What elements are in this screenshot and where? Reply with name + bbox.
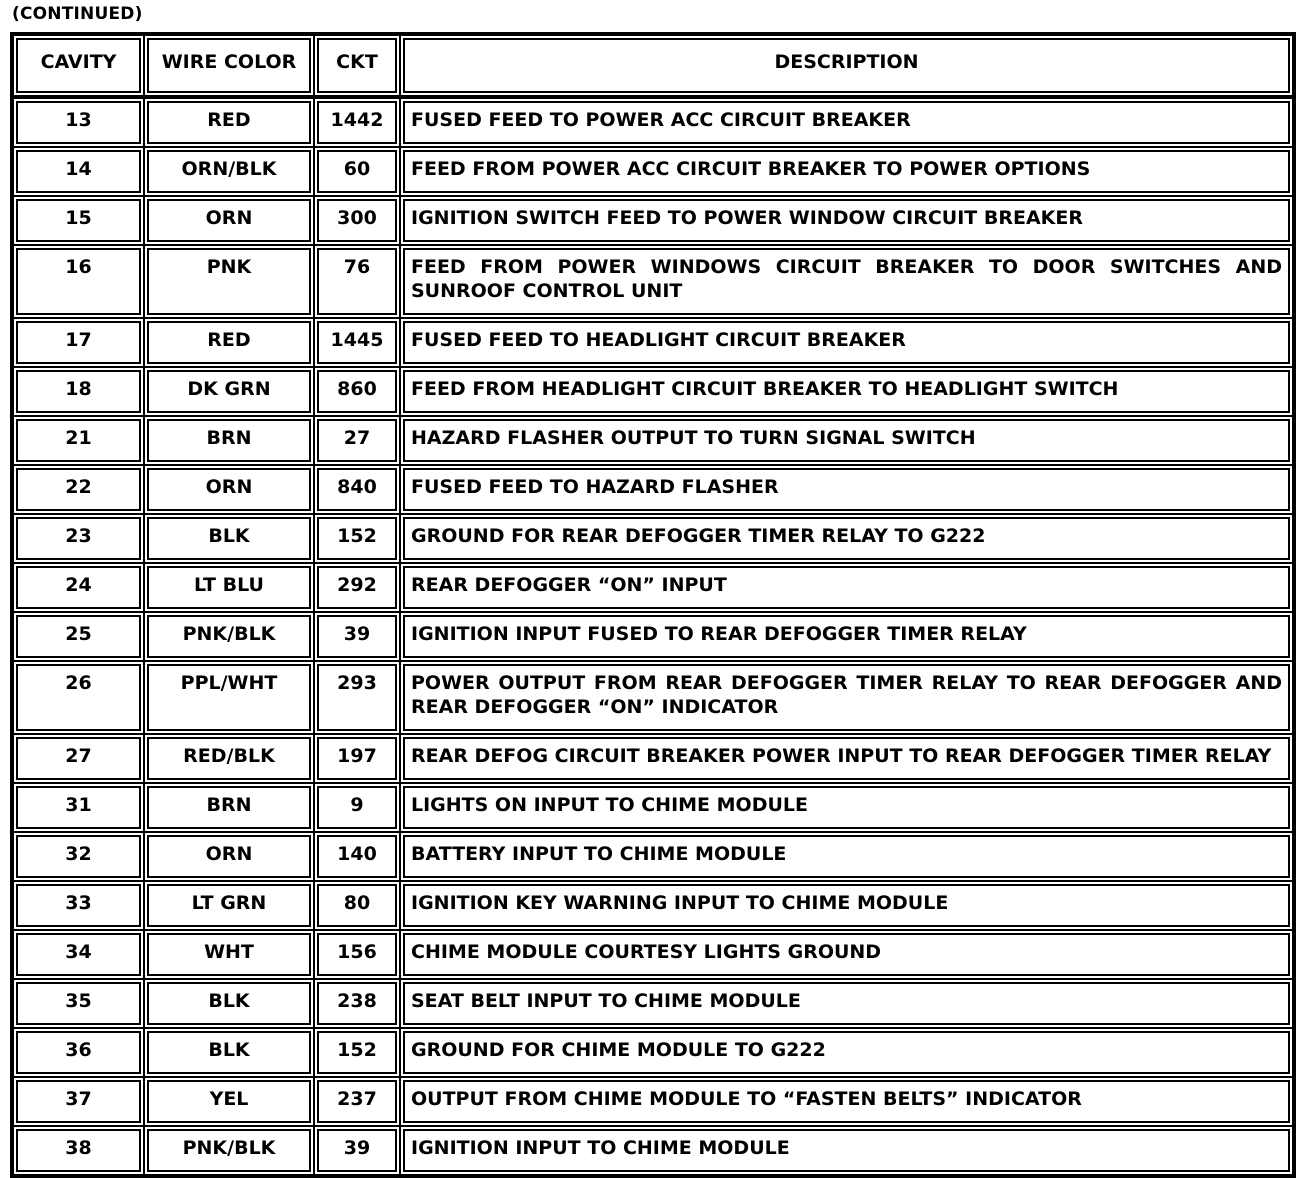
table-row [12, 1028, 1294, 1077]
wire-color-cell: YEL [144, 1077, 314, 1126]
wire-color-cell: WHT [144, 930, 314, 979]
ckt-cell: 80 [314, 881, 400, 930]
description-cell: CHIME MODULE COURTESY LIGHTS GROUND [400, 930, 1294, 979]
table-row [12, 612, 1294, 661]
table-row [12, 979, 1294, 1028]
description-cell: REAR DEFOGGER “ON” INPUT [400, 563, 1294, 612]
ckt-cell: 156 [314, 930, 400, 979]
ckt-cell: 293 [314, 661, 400, 734]
cavity-cell: 17 [12, 318, 144, 367]
cavity-cell: 27 [12, 734, 144, 783]
ckt-cell: 197 [314, 734, 400, 783]
description-cell: IGNITION KEY WARNING INPUT TO CHIME MODULE [400, 881, 1294, 930]
table-row [12, 514, 1294, 563]
table-row [12, 318, 1294, 367]
description-cell: REAR DEFOG CIRCUIT BREAKER POWER INPUT TO REAR DEFOGGER TIMER RELAY [400, 734, 1294, 783]
description-cell: SEAT BELT INPUT TO CHIME MODULE [400, 979, 1294, 1028]
continued-note: (CONTINUED) [12, 4, 143, 24]
cavity-cell: 37 [12, 1077, 144, 1126]
wire-color-cell: PNK [144, 245, 314, 318]
cavity-cell: 14 [12, 147, 144, 196]
table-row [12, 1126, 1294, 1176]
table-row [12, 196, 1294, 245]
ckt-cell: 140 [314, 832, 400, 881]
table-row [12, 97, 1294, 147]
table-row [12, 147, 1294, 196]
ckt-cell: 300 [314, 196, 400, 245]
ckt-cell: 840 [314, 465, 400, 514]
wire-color-cell: BLK [144, 979, 314, 1028]
table-row [12, 930, 1294, 979]
description-cell: IGNITION INPUT FUSED TO REAR DEFOGGER TIMER RELAY [400, 612, 1294, 661]
cavity-cell: 18 [12, 367, 144, 416]
wire-color-cell: RED/BLK [144, 734, 314, 783]
table-row [12, 881, 1294, 930]
ckt-cell: 76 [314, 245, 400, 318]
cavity-cell: 25 [12, 612, 144, 661]
description-cell: FUSED FEED TO HAZARD FLASHER [400, 465, 1294, 514]
description-cell: FEED FROM HEADLIGHT CIRCUIT BREAKER TO HEADLIGHT SWITCH [400, 367, 1294, 416]
wire-color-cell: LT BLU [144, 563, 314, 612]
description-cell: FUSED FEED TO POWER ACC CIRCUIT BREAKER [400, 97, 1294, 147]
table-row [12, 1077, 1294, 1126]
ckt-cell: 9 [314, 783, 400, 832]
cavity-cell: 32 [12, 832, 144, 881]
ckt-cell: 860 [314, 367, 400, 416]
wire-color-cell: PNK/BLK [144, 612, 314, 661]
table-row [12, 245, 1294, 318]
description-cell: BATTERY INPUT TO CHIME MODULE [400, 832, 1294, 881]
cavity-cell: 16 [12, 245, 144, 318]
description-cell: IGNITION SWITCH FEED TO POWER WINDOW CIRCUIT BREAKER [400, 196, 1294, 245]
cavity-cell: 15 [12, 196, 144, 245]
column-header-wire-color: WIRE COLOR [144, 34, 314, 97]
ckt-cell: 1442 [314, 97, 400, 147]
table-row [12, 734, 1294, 783]
table-row [12, 416, 1294, 465]
cavity-cell: 13 [12, 97, 144, 147]
description-cell: FUSED FEED TO HEADLIGHT CIRCUIT BREAKER [400, 318, 1294, 367]
wire-color-cell: PNK/BLK [144, 1126, 314, 1176]
column-header-cavity: CAVITY [12, 34, 144, 97]
ckt-cell: 238 [314, 979, 400, 1028]
ckt-cell: 60 [314, 147, 400, 196]
cavity-cell: 35 [12, 979, 144, 1028]
description-cell: GROUND FOR CHIME MODULE TO G222 [400, 1028, 1294, 1077]
cavity-cell: 23 [12, 514, 144, 563]
cavity-cell: 31 [12, 783, 144, 832]
wire-color-cell: ORN [144, 465, 314, 514]
table-row [12, 783, 1294, 832]
description-cell: FEED FROM POWER WINDOWS CIRCUIT BREAKER TO DOOR SWITCHES AND SUNROOF CONTROL UNIT [400, 245, 1294, 318]
table-body [12, 97, 1294, 1176]
wire-color-cell: BLK [144, 1028, 314, 1077]
ckt-cell: 152 [314, 1028, 400, 1077]
wire-color-cell: ORN/BLK [144, 147, 314, 196]
cavity-cell: 33 [12, 881, 144, 930]
description-cell: POWER OUTPUT FROM REAR DEFOGGER TIMER RELAY TO REAR DEFOGGER AND REAR DEFOGGER “ON” INDICATOR [400, 661, 1294, 734]
description-cell: HAZARD FLASHER OUTPUT TO TURN SIGNAL SWITCH [400, 416, 1294, 465]
description-cell: FEED FROM POWER ACC CIRCUIT BREAKER TO POWER OPTIONS [400, 147, 1294, 196]
wire-color-cell: PPL/WHT [144, 661, 314, 734]
wire-color-cell: BRN [144, 783, 314, 832]
wire-color-cell: ORN [144, 832, 314, 881]
wire-color-cell: RED [144, 318, 314, 367]
table-row [12, 832, 1294, 881]
description-cell: LIGHTS ON INPUT TO CHIME MODULE [400, 783, 1294, 832]
table-header-row [12, 34, 1294, 97]
cavity-cell: 36 [12, 1028, 144, 1077]
table-row [12, 465, 1294, 514]
table-row [12, 367, 1294, 416]
column-header-ckt: CKT [314, 34, 400, 97]
description-cell: IGNITION INPUT TO CHIME MODULE [400, 1126, 1294, 1176]
wire-color-cell: DK GRN [144, 367, 314, 416]
description-cell: GROUND FOR REAR DEFOGGER TIMER RELAY TO G222 [400, 514, 1294, 563]
table-row [12, 661, 1294, 734]
cavity-cell: 22 [12, 465, 144, 514]
wire-color-cell: LT GRN [144, 881, 314, 930]
ckt-cell: 237 [314, 1077, 400, 1126]
cavity-cell: 24 [12, 563, 144, 612]
ckt-cell: 27 [314, 416, 400, 465]
ckt-cell: 39 [314, 1126, 400, 1176]
description-cell: OUTPUT FROM CHIME MODULE TO “FASTEN BELTS” INDICATOR [400, 1077, 1294, 1126]
ckt-cell: 152 [314, 514, 400, 563]
wire-color-cell: BLK [144, 514, 314, 563]
wire-color-cell: ORN [144, 196, 314, 245]
cavity-cell: 21 [12, 416, 144, 465]
connector-cavity-table [10, 32, 1296, 1178]
wire-color-cell: RED [144, 97, 314, 147]
cavity-cell: 38 [12, 1126, 144, 1176]
wire-color-cell: BRN [144, 416, 314, 465]
ckt-cell: 1445 [314, 318, 400, 367]
cavity-cell: 26 [12, 661, 144, 734]
table-row [12, 563, 1294, 612]
ckt-cell: 292 [314, 563, 400, 612]
ckt-cell: 39 [314, 612, 400, 661]
column-header-description: DESCRIPTION [400, 34, 1294, 97]
cavity-cell: 34 [12, 930, 144, 979]
